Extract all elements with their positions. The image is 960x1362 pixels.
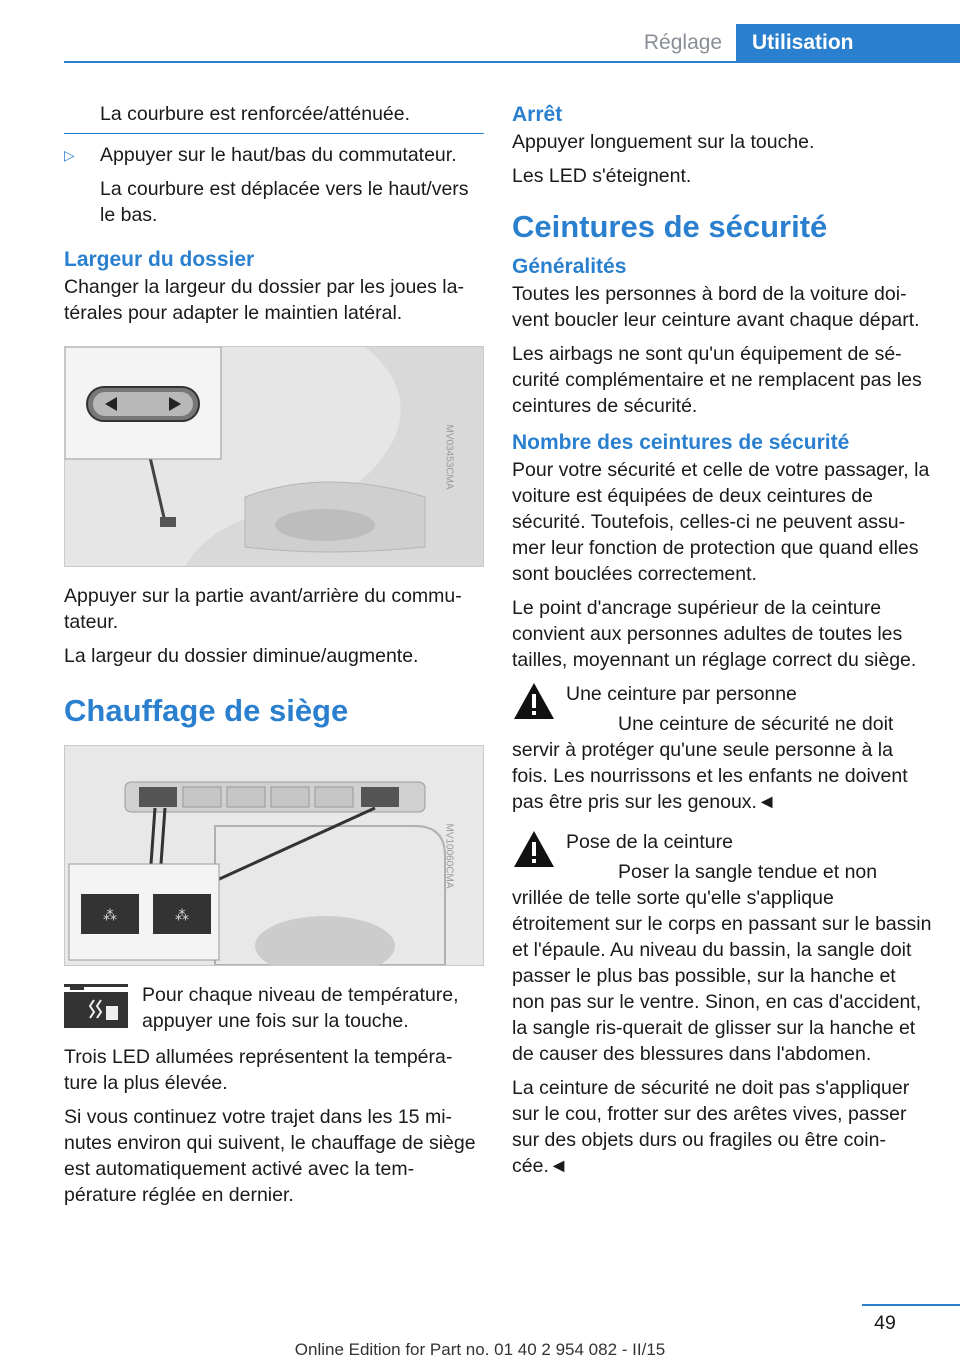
text-toutes-personnes: Toutes les personnes à bord de la voiture doi-vent boucler leur ceinture avant chaque départ. (512, 283, 920, 331)
warning-2-title: Pose de la ceinture (566, 831, 733, 853)
warning-1-text: Une ceinture de sécurité ne doit servir à protéger qu'une seule personne à la fois. Les nourrissons et les enfants ne doivent pas être pris sur les genoux.◄ (512, 713, 908, 813)
svg-text:⁂: ⁂ (103, 908, 117, 924)
edition-note: Online Edition for Part no. 01 40 2 954 082 - II/15 (294, 1340, 666, 1359)
bullet-divider (64, 133, 484, 134)
heating-instruction-text: Pour chaque niveau de température, appuyer une fois sur la touche. (142, 984, 459, 1032)
text-largeur: Changer la largeur du dossier par les joues la-térales pour adapter le maintien latéral. (64, 276, 464, 324)
figure-id: MV03453CMA (443, 423, 455, 490)
warning-triangle-icon (512, 829, 556, 869)
text-airbags: Les airbags ne sont qu'un équipement de sé-curité complémentaire et ne remplacent pas les ceintures de sécurité. (512, 343, 922, 417)
heading-largeur-dossier: Largeur du dossier (64, 248, 255, 271)
text-led-eteignent: Les LED s'éteignent. (512, 165, 692, 187)
heading-ceintures: Ceintures de sécurité (512, 209, 828, 244)
footer-rule (862, 1304, 960, 1306)
text-appuyer-longuement: Appuyer longuement sur la touche. (512, 131, 815, 153)
seat-width-figure (64, 346, 484, 567)
text-courbure-renforcee: La courbure est renforcée/atténuée. (100, 103, 411, 125)
tab-reglage[interactable]: Réglage (643, 31, 723, 54)
svg-text:⁂: ⁂ (175, 908, 189, 924)
warning-2-text: Poser la sangle tendue et non vrillée de telle sorte qu'elle s'applique étroitement sur le corps en passant sur le bassin et l'épaule. Au niveau du bassin, la sangle doit passer le plus bas possible, sur la hanche et non pas sur le ventre. Sinon, en cas d'accident, la sangle ris-querait de glisser sur la hanche et de causer des blessures dans l'abdomen. (512, 861, 932, 1065)
seat-illustration (65, 347, 483, 566)
text-trois-led: Trois LED allumées représentent la tempéra-ture la plus élevée. (64, 1046, 453, 1094)
header-rule (64, 61, 960, 63)
heading-arret: Arrêt (512, 103, 563, 126)
seat-heating-figure (64, 745, 484, 966)
text-point-ancrage: Le point d'ancrage supérieur de la ceinture convient aux personnes adultes de toutes les tailles, moyennant un réglage correct du siège. (512, 597, 917, 671)
warning-1-title: Une ceinture par personne (566, 683, 797, 705)
seat-heating-button-icon (64, 984, 128, 1028)
page-number: 49 (874, 1312, 896, 1334)
heading-chauffage-siege: Chauffage de siège (64, 693, 349, 728)
right-column (512, 101, 932, 1187)
triangle-bullet-icon: ▷ (64, 147, 75, 163)
heading-nombre-ceintures: Nombre des ceintures de sécurité (512, 431, 850, 454)
text-appuyer-partie: Appuyer sur la partie avant/arrière du commu-tateur. (64, 585, 462, 633)
text-largeur-diminue: La largeur du dossier diminue/augmente. (64, 645, 419, 667)
bullet-text: Appuyer sur le haut/bas du commutateur. (100, 144, 457, 166)
text-ceinture-cou: La ceinture de sécurité ne doit pas s'appliquer sur le cou, frotter sur des arêtes vives, passer sur des objets durs ou fragiles ou être coin-cée.◄ (512, 1077, 910, 1177)
heading-generalites: Généralités (512, 255, 627, 278)
tab-utilisation[interactable]: Utilisation (736, 24, 960, 62)
figure-id: MV10060CMA (443, 822, 455, 889)
text-votre-securite: Pour votre sécurité et celle de votre passager, la voiture est équipées de deux ceintures de sécurité. Toutefois, celles-ci ne peuvent assu-mer leur fonction de protection que quand elles sont bouclées correctement. (512, 459, 930, 585)
warning-triangle-icon (512, 681, 556, 721)
console-illustration (65, 746, 483, 965)
text-courbure-deplacee: La courbure est déplacée vers le haut/vers le bas. (100, 178, 469, 226)
warning-block-1 (512, 681, 932, 815)
bullet-item (64, 142, 484, 168)
warning-block-2 (512, 829, 932, 1067)
text-si-continuez: Si vous continuez votre trajet dans les 15 mi-nutes environ qui suivent, le chauffage de siège est automatiquement activé avec la tem-pérature réglée en dernier. (64, 1106, 476, 1206)
heating-instruction (64, 982, 484, 1034)
left-column (64, 101, 484, 1216)
